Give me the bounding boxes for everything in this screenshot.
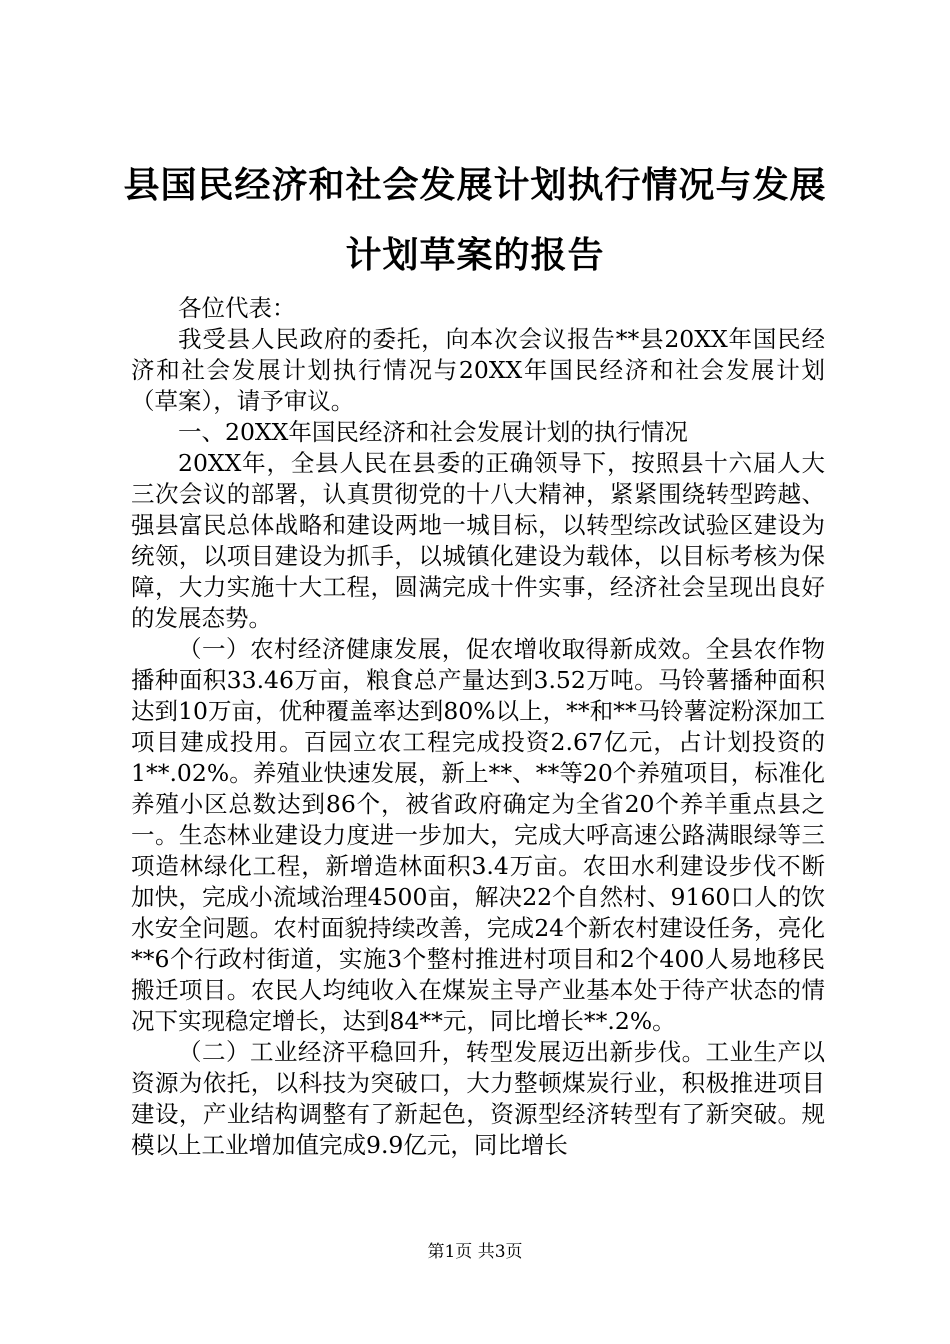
- page-number-footer: 第1页 共3页: [427, 1242, 523, 1262]
- paragraph-rural-economy: （一）农村经济健康发展，促农增收取得新成效。全县农作物播种面积33.46万亩，粮食总产量达到3.52万吨。马铃薯播种面积达到10万亩，优种覆盖率达到80%以上，**和**马铃薯淀粉深加工项目建成投用。百园立农工程完成投资2.67亿元，占计划投资的1**.02%。养殖业快速发展，新上**、**等20个养殖项目，标准化养殖小区总数达到86个，被省政府确定为全省20个养羊重点县之一。生态林业建设力度进一步加大，完成大呼高速公路满眼绿等三项造林绿化工程，新增造林面积3.4万亩。农田水利建设步伐不断加快，完成小流域治理4500亩，解决22个自然村、9160口人的饮水安全问题。农村面貌持续改善，完成24个新农村建设任务，亮化**6个行政村街道，实施3个整村推进村项目和2个400人易地移民搬迁项目。农民人均纯收入在煤炭主导产业基本处于待产状态的情况下实现稳定增长，达到84**元，同比增长**.2%。: [131, 635, 825, 1035]
- paragraph-overview: 20XX年，全县人民在县委的正确领导下，按照县十六届人大三次会议的部署，认真贯彻党的十八大精神，紧紧围绕转型跨越、强县富民总体战略和建设两地一城目标，以转型综改试验区建设为统领，以项目建设为抓手，以城镇化建设为载体，以目标考核为保障，大力实施十大工程，圆满完成十件实事，经济社会呈现出良好的发展态势。: [131, 449, 825, 632]
- paragraph-industrial-economy: （二）工业经济平稳回升，转型发展迈出新步伐。工业生产以资源为依托，以科技为突破口，大力整顿煤炭行业，积极推进项目建设，产业结构调整有了新起色，资源型经济转型有了新突破。规模以上工业增加值完成9.9亿元，同比增长: [131, 1038, 825, 1159]
- greeting: 各位代表：: [178, 294, 296, 322]
- document-title: 县国民经济和社会发展计划执行情况与发展计划草案的报告: [123, 164, 827, 276]
- paragraph-intro: 我受县人民政府的委托，向本次会议报告**县20XX年国民经济和社会发展计划执行情况与20XX年国民经济和社会发展计划（草案），请予审议。: [131, 325, 825, 415]
- section-heading: 一、20XX年国民经济和社会发展计划的执行情况: [178, 418, 688, 446]
- document-body: [131, 293, 825, 1161]
